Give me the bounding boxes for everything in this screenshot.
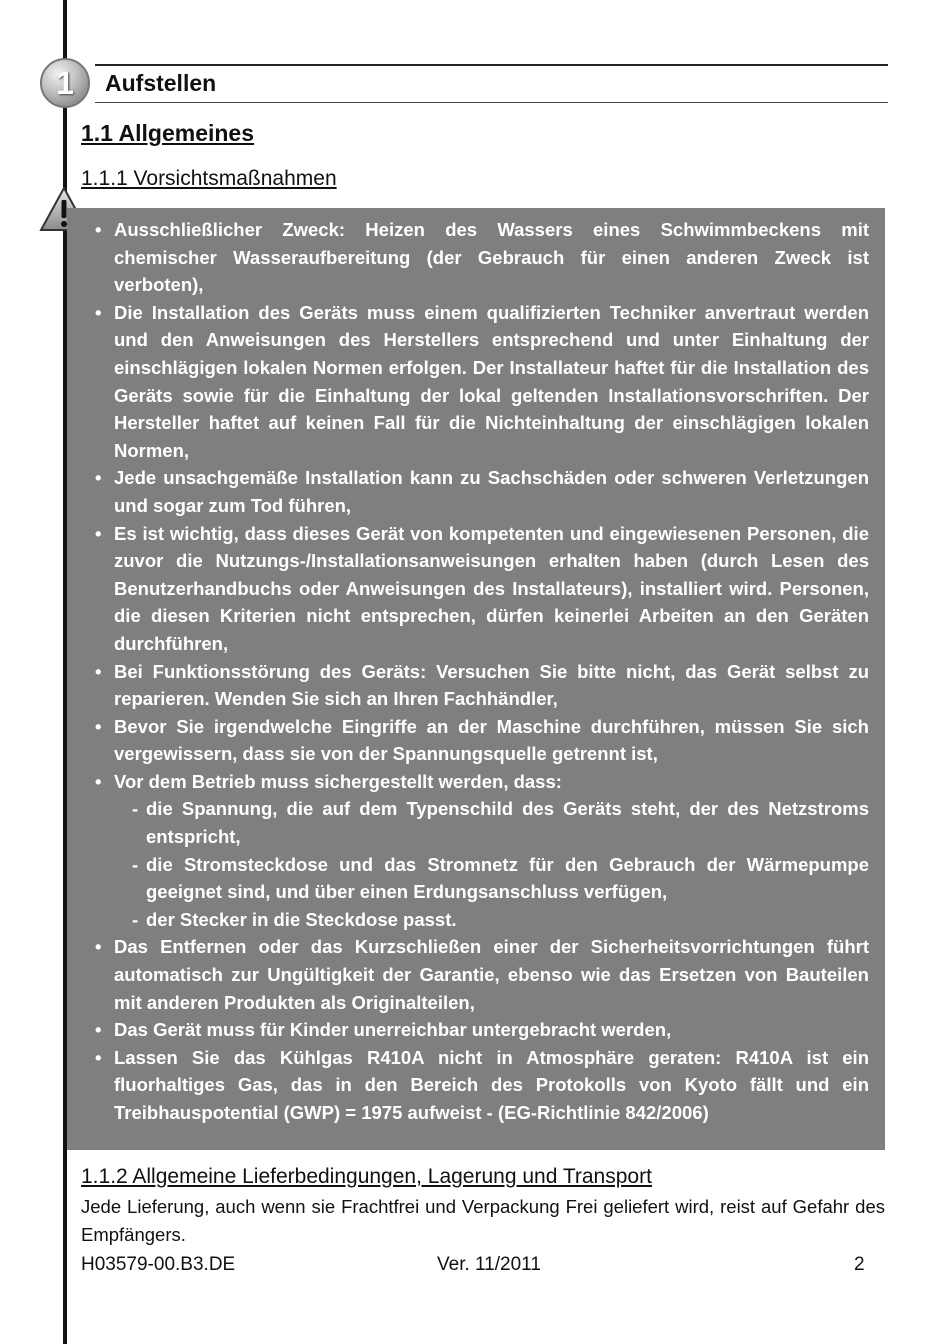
chapter-rule-top (95, 64, 888, 66)
list-item: • Bei Funktionsstörung des Geräts: Versuchen Sie bitte nicht, das Gerät selbst zu reparieren. Wenden Sie sich an Ihren Fachhändler, (95, 658, 869, 713)
list-item-text: Vor dem Betrieb muss sichergestellt werden, dass: (114, 770, 562, 792)
sub-list-item: - die Spannung, die auf dem Typenschild des Geräts steht, der des Netzstroms entspricht, (132, 795, 869, 850)
sub-list (114, 795, 869, 933)
warning-box (67, 208, 885, 1150)
delivery-paragraph: Jede Lieferung, auch wenn sie Frachtfrei und Verpackung Frei geliefert wird, reist auf Gefahr des Empfängers. (81, 1196, 885, 1245)
list-item: • Ausschließlicher Zweck: Heizen des Wassers eines Schwimmbeckens mit chemischer Wasseraufbereitung (der Gebrauch für einen anderen Zweck ist verboten), (95, 216, 869, 299)
list-item (95, 768, 869, 934)
chapter-rule-bottom (95, 102, 888, 103)
list-item: • Lassen Sie das Kühlgas R410A nicht in Atmosphäre geraten: R410A ist ein fluorhaltiges Gas, das in den Bereich des Protokolls von Kyoto fällt und ein Treibhauspotential (GWP) = 1975 aufweist - (EG-Richtlinie 842/2006) (95, 1044, 869, 1127)
footer-version: Ver. 11/2011 (437, 1254, 541, 1275)
section-title: 1.1 Allgemeines (81, 120, 255, 146)
subsection-title-precautions: 1.1.1 Vorsichtsmaßnahmen (81, 167, 337, 190)
sub-list-item: - der Stecker in die Steckdose passt. (132, 906, 869, 934)
subsection-title-delivery: 1.1.2 Allgemeine Lieferbedingungen, Lagerung und Transport (81, 1165, 652, 1188)
list-item: • Jede unsachgemäße Installation kann zu Sachschäden oder schweren Verletzungen und sogar zum Tod führen, (95, 464, 869, 519)
list-item: • Die Installation des Geräts muss einem qualifizierten Techniker anvertraut werden und den Anweisungen des Herstellers entsprechend und unter Einhaltung der einschlägigen lokalen Normen erfolgen. Der Installateur haftet für die Installation des Geräts sowie für die Einhaltung der lokal geltenden Installationsvorschriften. Der Hersteller haftet auf keinen Fall für die Nichteinhaltung der einschlägigen lokalen Normen, (95, 299, 869, 465)
chapter-title: Aufstellen (105, 70, 217, 96)
list-item: • Das Gerät muss für Kinder unerreichbar untergebracht werden, (95, 1016, 869, 1044)
precautions-list (95, 216, 869, 1127)
footer-page-number: 2 (854, 1254, 865, 1275)
chapter-number: 1 (56, 64, 74, 101)
chapter-number-badge (40, 58, 90, 108)
list-item: • Bevor Sie irgendwelche Eingriffe an der Maschine durchführen, müssen Sie sich vergewissern, dass sie von der Spannungsquelle getrennt ist, (95, 713, 869, 768)
list-item: • Das Entfernen oder das Kurzschließen einer der Sicherheitsvorrichtungen führt automatisch zur Ungültigkeit der Garantie, ebenso wie das Ersetzen von Bauteilen mit anderen Produkten als Originalteilen, (95, 933, 869, 1016)
list-item: • Es ist wichtig, dass dieses Gerät von kompetenten und eingewiesenen Personen, die zuvor die Nutzungs-/Installationsanweisungen erhalten haben (durch Lesen des Benutzerhandbuchs oder Anweisungen des Installateurs), installiert wird. Personen, die diesen Kriterien nicht entsprechen, dürfen keinerlei Arbeiten an den Geräten durchführen, (95, 520, 869, 658)
sub-list-item: - die Stromsteckdose und das Stromnetz für den Gebrauch der Wärmepumpe geeignet sind, und über einen Erdungsanschluss verfügen, (132, 851, 869, 906)
footer-doc-id: H03579-00.B3.DE (81, 1254, 236, 1275)
